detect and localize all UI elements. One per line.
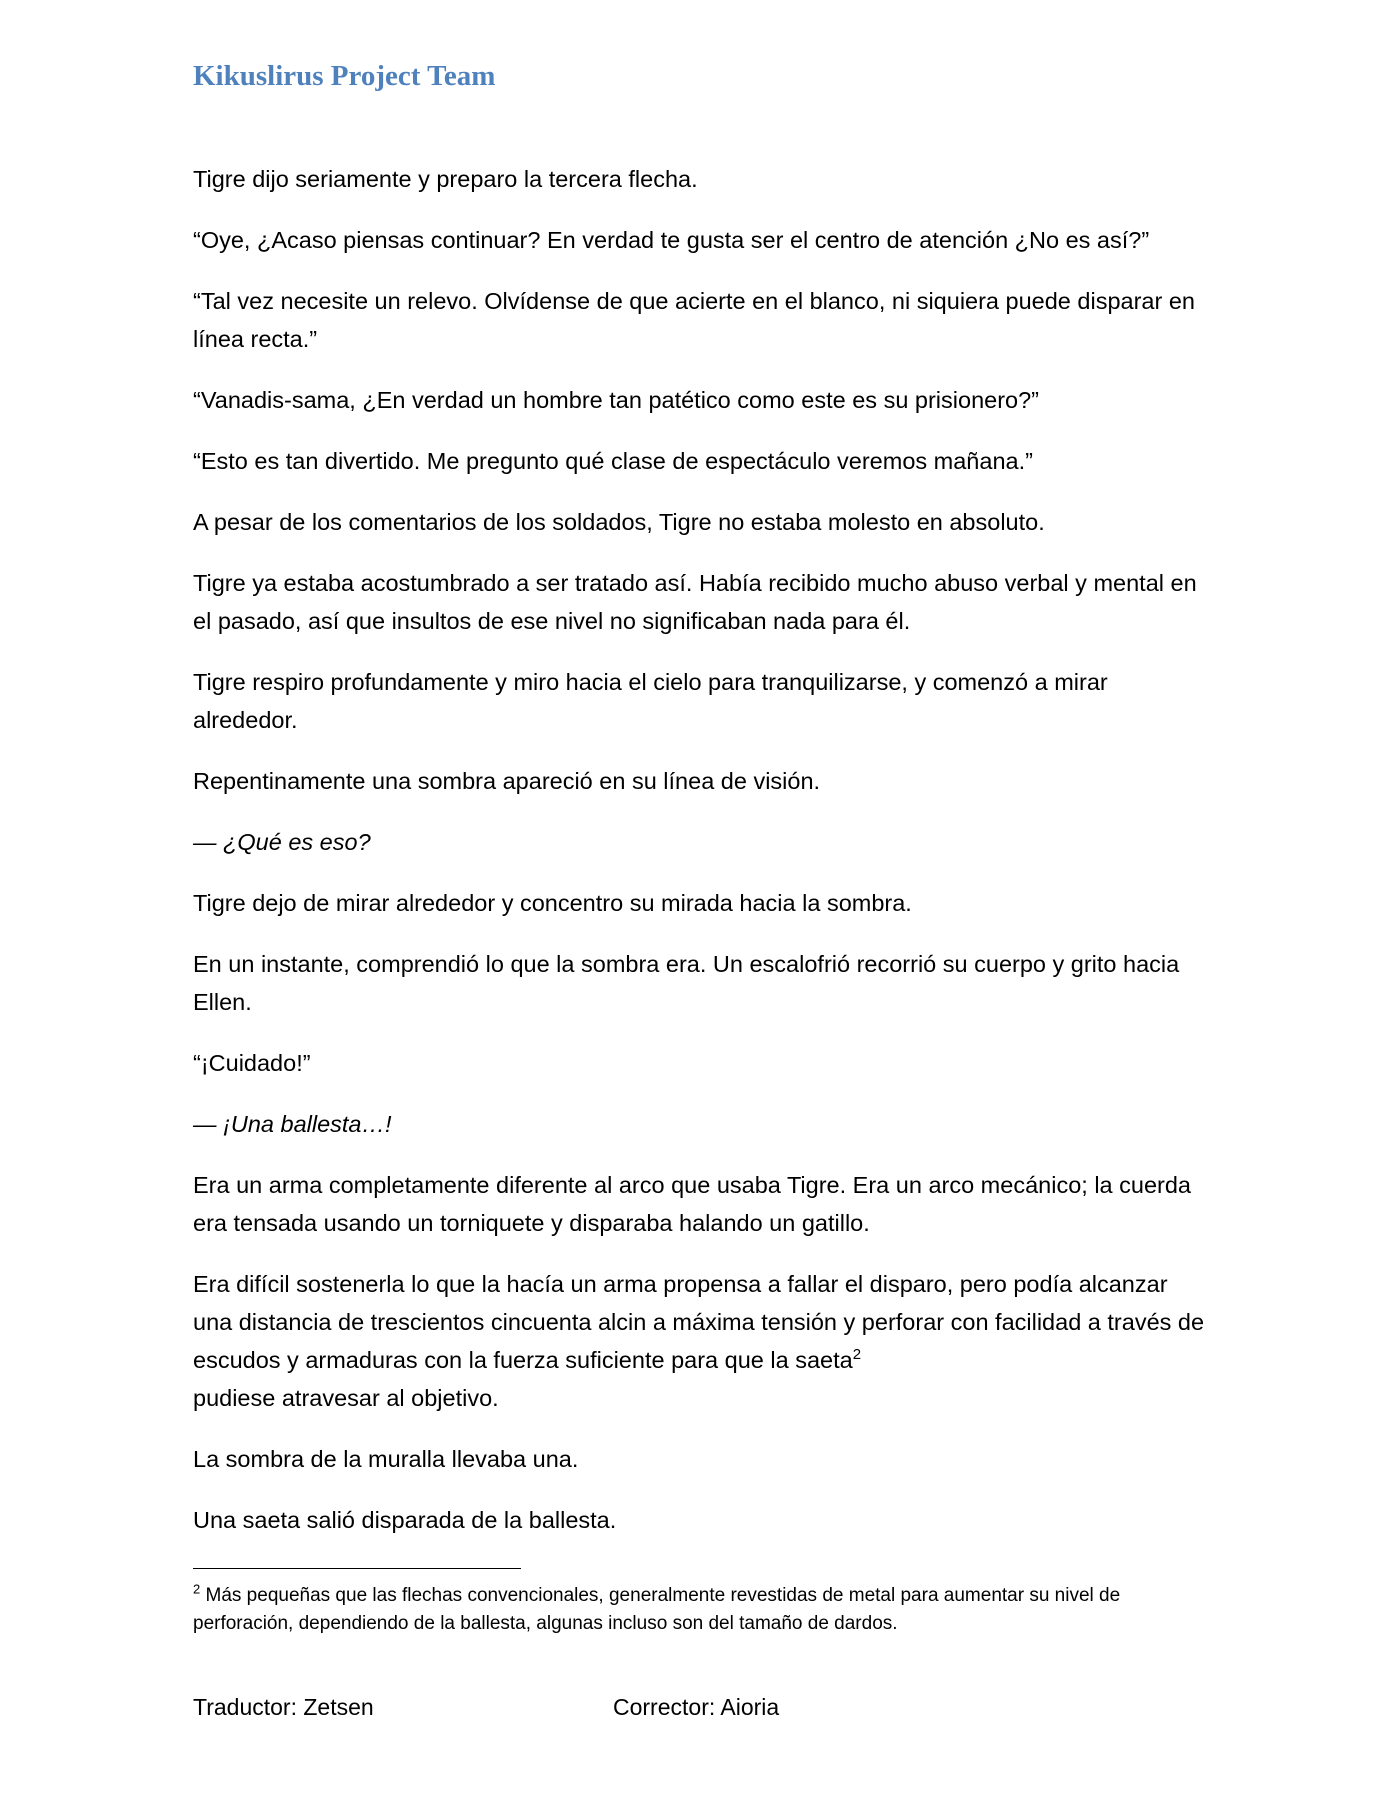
paragraph: “Tal vez necesite un relevo. Olvídense de que acierte en el blanco, ni siquiera puede disparar en línea recta.” <box>193 288 1195 352</box>
paragraph-thought: — ¿Qué es eso? <box>193 829 371 855</box>
paragraph: Tigre dejo de mirar alrededor y concentro su mirada hacia la sombra. <box>193 890 912 916</box>
footnote-divider <box>193 1568 521 1569</box>
document-page <box>193 0 1213 1812</box>
paragraph: Tigre dijo seriamente y preparo la tercera flecha. <box>193 166 698 192</box>
paragraph: “Esto es tan divertido. Me pregunto qué clase de espectáculo veremos mañana.” <box>193 448 1033 474</box>
paragraph: Era un arma completamente diferente al arco que usaba Tigre. Era un arco mecánico; la cuerda era tensada usando un torniquete y disparaba halando un gatillo. <box>193 1172 1191 1236</box>
body-text <box>193 160 1213 1562</box>
footnote-reference[interactable]: 2 <box>852 1346 862 1364</box>
paragraph-text: Era difícil sostenerla lo que la hacía un arma propensa a fallar el disparo, pero podía alcanzar una distancia de trescientos cincuenta alcin a máxima tensión y perforar con facilidad a través de escudos y armaduras con la fuerza suficiente para que la saeta <box>193 1271 1205 1373</box>
paragraph-text-continued: pudiese atravesar al objetivo. <box>193 1385 499 1411</box>
footnote-number: 2 <box>193 1581 201 1597</box>
paragraph: La sombra de la muralla llevaba una. <box>193 1446 579 1472</box>
paragraph-thought: — ¡Una ballesta…! <box>193 1111 392 1137</box>
paragraph-with-footnote <box>193 1265 1213 1417</box>
corrector-credit: Corrector: Aioria <box>613 1694 780 1720</box>
translator-credit: Traductor: Zetsen <box>193 1694 374 1720</box>
footnote <box>193 1582 1213 1638</box>
paragraph: “Vanadis-sama, ¿En verdad un hombre tan patético como este es su prisionero?” <box>193 387 1039 413</box>
footnote-text: Más pequeñas que las flechas convencionales, generalmente revestidas de metal para aumentar su nivel de perforación, dependiendo de la ballesta, algunas incluso son del tamaño de dardos. <box>193 1585 1121 1634</box>
paragraph: Repentinamente una sombra apareció en su línea de visión. <box>193 768 821 794</box>
paragraph: A pesar de los comentarios de los soldados, Tigre no estaba molesto en absoluto. <box>193 509 1045 535</box>
paragraph: “¡Cuidado!” <box>193 1050 311 1076</box>
header-title: Kikuslirus Project Team <box>193 60 496 92</box>
paragraph: “Oye, ¿Acaso piensas continuar? En verdad te gusta ser el centro de atención ¿No es así?” <box>193 227 1150 253</box>
paragraph: Tigre ya estaba acostumbrado a ser tratado así. Había recibido mucho abuso verbal y mental en el pasado, así que insultos de ese nivel no significaban nada para él. <box>193 570 1197 634</box>
paragraph: Tigre respiro profundamente y miro hacia el cielo para tranquilizarse, y comenzó a mirar alrededor. <box>193 669 1108 733</box>
paragraph: Una saeta salió disparada de la ballesta. <box>193 1507 617 1533</box>
paragraph: En un instante, comprendió lo que la sombra era. Un escalofrió recorrió su cuerpo y grito hacia Ellen. <box>193 951 1180 1015</box>
